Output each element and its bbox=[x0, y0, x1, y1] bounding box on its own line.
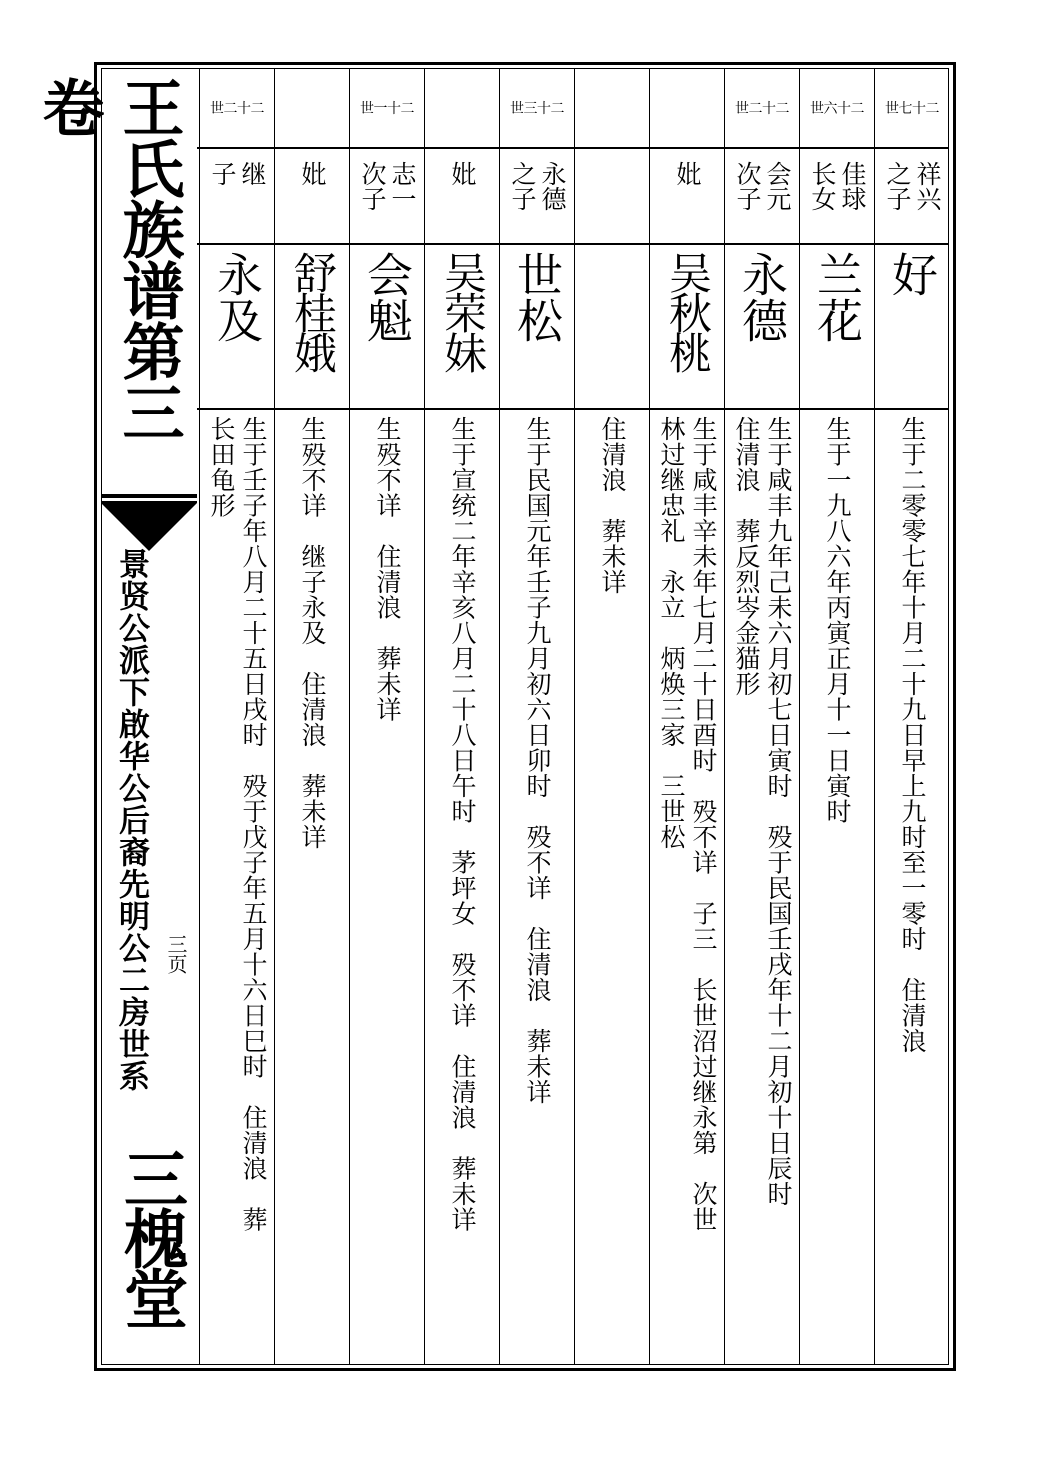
person-name: 舒桂娥 bbox=[287, 250, 337, 371]
relation-cell bbox=[725, 147, 799, 243]
genealogy-column bbox=[799, 68, 874, 1365]
genealogy-column bbox=[499, 68, 574, 1365]
detail-cell bbox=[575, 408, 649, 1365]
person-name: 永及 bbox=[210, 250, 264, 343]
genealogy-column bbox=[424, 68, 499, 1365]
generation-label bbox=[650, 68, 724, 147]
detail-text: 住清浪 葬未详 bbox=[598, 416, 627, 595]
book-title: 王氏族谱第三卷 bbox=[32, 76, 185, 442]
person-name: 吴荣妹 bbox=[437, 250, 487, 371]
relation-text: 永德 之子 bbox=[508, 161, 567, 211]
person-name: 世松 bbox=[510, 250, 564, 343]
title-rule-thick bbox=[101, 494, 197, 498]
genealogy-column bbox=[274, 68, 349, 1365]
detail-cell bbox=[275, 408, 349, 1365]
generation-label: 世二十二 bbox=[735, 100, 789, 117]
detail-text: 生殁不详 住清浪 葬未详 bbox=[373, 416, 402, 722]
person-name-cell bbox=[800, 243, 874, 408]
genealogy-column bbox=[874, 68, 949, 1365]
genealogy-column bbox=[724, 68, 799, 1365]
relation-text: 会元 次子 bbox=[733, 161, 792, 211]
relation-text: 祥兴 之子 bbox=[883, 161, 942, 211]
generation-label: 世三十二 bbox=[510, 100, 564, 117]
detail-text: 生于二零零七年十月二十九日早上九时至一零时 住清浪 bbox=[898, 416, 927, 1054]
detail-text: 生于咸丰九年己未六月初七日寅时 殁于民国壬戌年十二月初十日辰时 住清浪 葬反烈岑金猫形 bbox=[732, 416, 793, 1207]
generation-label bbox=[425, 68, 499, 147]
person-name-cell bbox=[425, 243, 499, 408]
detail-cell bbox=[350, 408, 424, 1365]
person-name: 永德 bbox=[735, 250, 789, 343]
generation-label bbox=[575, 68, 649, 147]
detail-text: 生于宣统二年辛亥八月二十八日午时 茅坪女 殁不详 住清浪 葬未详 bbox=[448, 416, 477, 1232]
relation-cell bbox=[500, 147, 574, 243]
relation-cell bbox=[575, 147, 649, 243]
relation-cell bbox=[425, 147, 499, 243]
detail-cell bbox=[425, 408, 499, 1365]
generation-label: 世六十二 bbox=[810, 100, 864, 117]
relation-cell bbox=[200, 147, 274, 243]
detail-cell bbox=[650, 408, 724, 1365]
detail-text: 生于一九八六年丙寅正月十一日寅时 bbox=[823, 416, 852, 824]
detail-text: 生于民国元年壬子九月初六日卯时 殁不详 住清浪 葬未详 bbox=[523, 416, 552, 1105]
detail-text: 生于壬子年八月二十五日戌时 殁于戊子年五月十六日巳时 住清浪 葬 长田龟形 bbox=[207, 416, 268, 1232]
page-number: 三页 bbox=[164, 934, 188, 974]
fishtail-ornament bbox=[101, 503, 197, 553]
person-name-cell bbox=[275, 243, 349, 408]
relation-cell bbox=[275, 147, 349, 243]
detail-cell bbox=[800, 408, 874, 1365]
person-name-cell bbox=[200, 243, 274, 408]
relation-text: 妣 bbox=[298, 161, 327, 186]
person-name-cell bbox=[575, 243, 649, 408]
generation-label: 世一十二 bbox=[360, 100, 414, 117]
person-name-cell bbox=[725, 243, 799, 408]
relation-cell bbox=[875, 147, 949, 243]
generation-label: 世七十二 bbox=[885, 100, 939, 117]
relation-text: 志一 次子 bbox=[358, 161, 417, 211]
detail-cell bbox=[500, 408, 574, 1365]
detail-cell bbox=[725, 408, 799, 1365]
relation-cell bbox=[800, 147, 874, 243]
relation-text: 继 子 bbox=[208, 161, 267, 186]
person-name-cell bbox=[875, 243, 949, 408]
genealogy-column bbox=[574, 68, 649, 1365]
relation-text: 妣 bbox=[673, 161, 702, 186]
person-name: 会魁 bbox=[360, 250, 414, 343]
generation-label: 世二十二 bbox=[210, 100, 264, 117]
lineage-subtitle: 景贤公派下啟华公后裔先明公二房世系 bbox=[113, 548, 149, 1092]
genealogy-column bbox=[649, 68, 724, 1365]
person-name-cell bbox=[350, 243, 424, 408]
genealogy-column bbox=[199, 68, 274, 1365]
detail-cell bbox=[875, 408, 949, 1365]
person-name-cell bbox=[650, 243, 724, 408]
generation-label bbox=[275, 68, 349, 147]
genealogy-column bbox=[349, 68, 424, 1365]
detail-text: 生殁不详 继子永及 住清浪 葬未详 bbox=[298, 416, 327, 850]
relation-cell bbox=[650, 147, 724, 243]
person-name: 兰花 bbox=[810, 250, 864, 343]
person-name: 吴秋桃 bbox=[662, 250, 712, 371]
hall-name: 三槐堂 bbox=[113, 1146, 188, 1326]
person-name: 好 bbox=[885, 250, 939, 297]
relation-text: 佳球 长女 bbox=[808, 161, 867, 211]
detail-text: 生于咸丰辛未年七月二十日酉时 殁不详 子三 长世沼过继永第 次世 林过继忠礼 永立 炳焕三家 三世松 bbox=[657, 416, 718, 1232]
detail-cell bbox=[200, 408, 274, 1365]
relation-text: 妣 bbox=[448, 161, 477, 186]
person-name-cell bbox=[500, 243, 574, 408]
relation-cell bbox=[350, 147, 424, 243]
